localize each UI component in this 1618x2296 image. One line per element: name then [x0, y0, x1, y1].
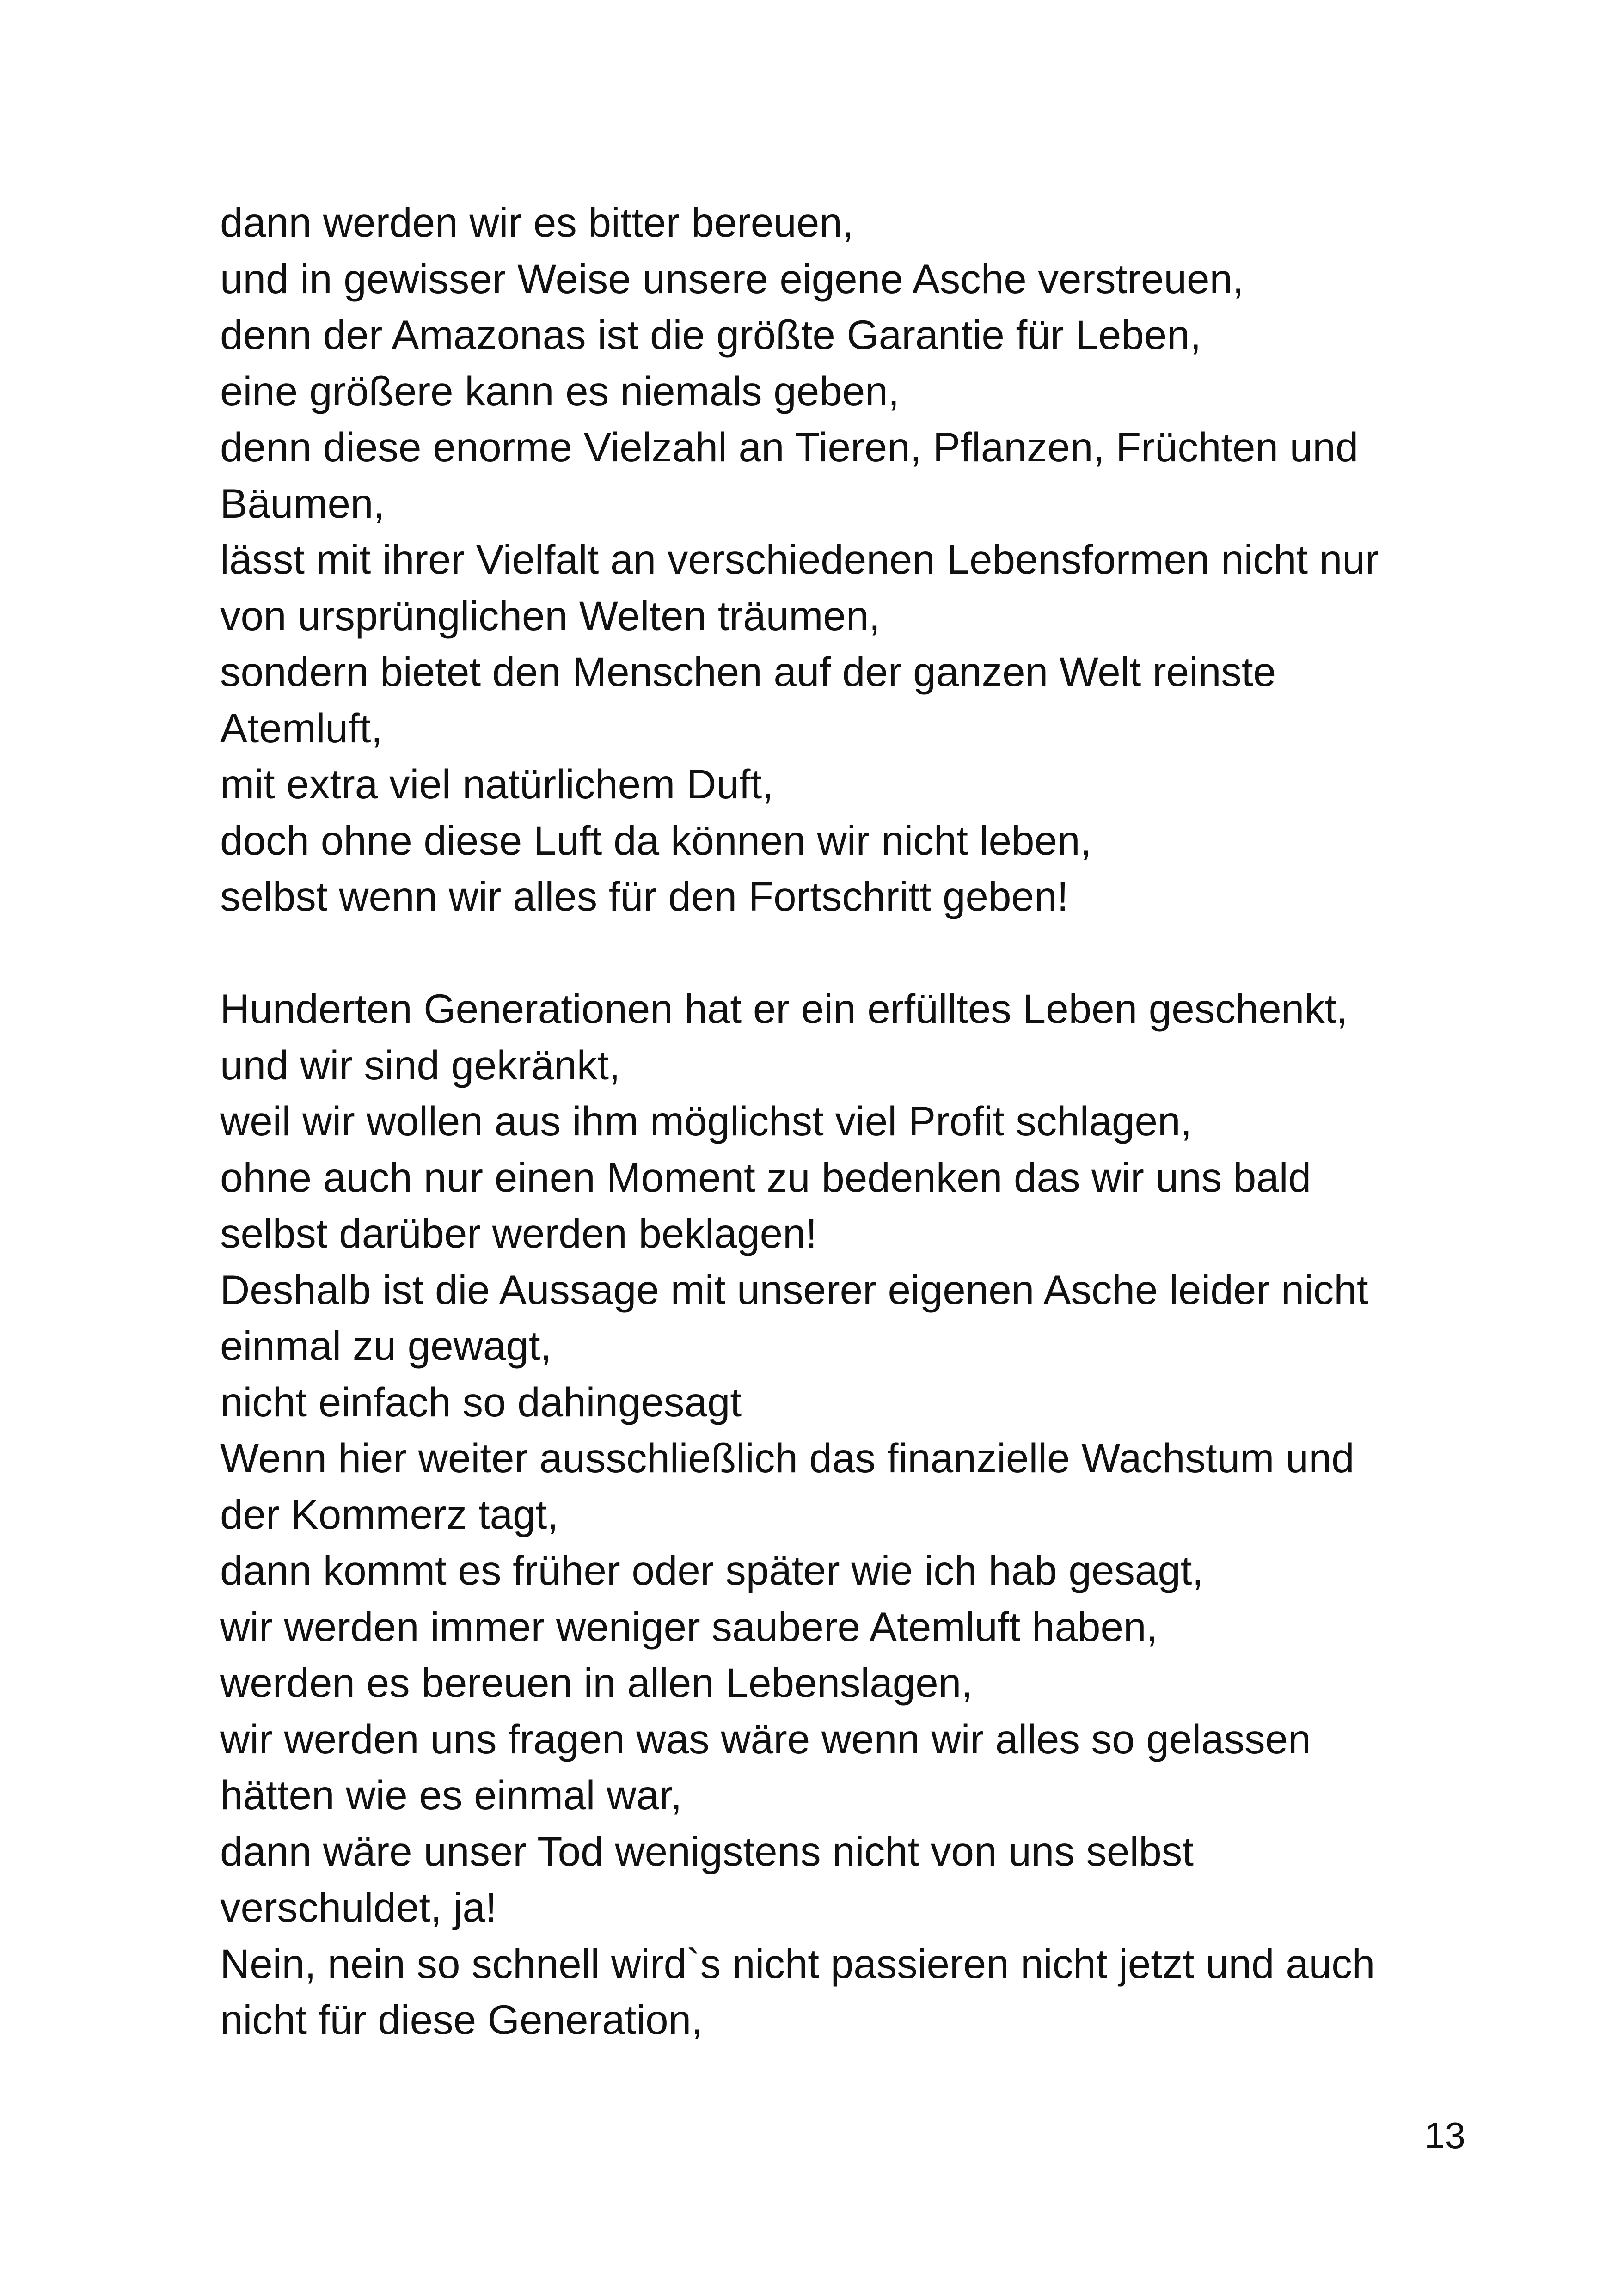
- poem-line: denn diese enorme Vielzahl an Tieren, Pflanzen, Früchten und: [220, 424, 1359, 470]
- page-number: 13: [1424, 2115, 1465, 2156]
- poem-line: einmal zu gewagt,: [220, 1322, 552, 1369]
- poem-line: Wenn hier weiter ausschließlich das finanzielle Wachstum und: [220, 1435, 1354, 1481]
- poem-line: mit extra viel natürlichem Duft,: [220, 761, 773, 807]
- poem-line: dann kommt es früher oder später wie ich hab gesagt,: [220, 1547, 1204, 1593]
- poem-line: verschuldet, ja!: [220, 1884, 497, 1930]
- stanza-1: [220, 195, 1514, 925]
- poem-line: lässt mit ihrer Vielfalt an verschiedenen Lebensformen nicht nur: [220, 536, 1379, 582]
- poem-line: denn der Amazonas ist die größte Garantie für Leben,: [220, 312, 1201, 358]
- poem-line: Hunderten Generationen hat er ein erfülltes Leben geschenkt,: [220, 986, 1348, 1032]
- poem-line: Bäumen,: [220, 480, 385, 527]
- poem-line: Deshalb ist die Aussage mit unserer eigenen Asche leider nicht: [220, 1266, 1368, 1313]
- stanza-divider: [220, 925, 1514, 981]
- poem-line: Atemluft,: [220, 704, 383, 751]
- poem-line: sondern bietet den Menschen auf der ganzen Welt reinste: [220, 649, 1276, 695]
- poem-line: wir werden uns fragen was wäre wenn wir alles so gelassen: [220, 1715, 1311, 1762]
- poem-line: der Kommerz tagt,: [220, 1491, 559, 1537]
- poem-line: nicht einfach so dahingesagt: [220, 1378, 742, 1425]
- poem-line: nicht für diese Generation,: [220, 1996, 703, 2043]
- poem-line: selbst wenn wir alles für den Fortschritt geben!: [220, 873, 1069, 919]
- stanza-2: [220, 981, 1514, 2048]
- poem-line: werden es bereuen in allen Lebenslagen,: [220, 1659, 973, 1706]
- poem-line: eine größere kann es niemals geben,: [220, 367, 900, 414]
- poem-line: dann werden wir es bitter bereuen,: [220, 199, 854, 245]
- poem-line: Nein, nein so schnell wird`s nicht passieren nicht jetzt und auch: [220, 1940, 1375, 1987]
- poem-line: und wir sind gekränkt,: [220, 1041, 620, 1088]
- poem-line: doch ohne diese Luft da können wir nicht leben,: [220, 817, 1092, 863]
- poem-line: weil wir wollen aus ihm möglichst viel Profit schlagen,: [220, 1098, 1192, 1144]
- poem-line: ohne auch nur einen Moment zu bedenken das wir uns bald: [220, 1154, 1312, 1200]
- poem-line: und in gewisser Weise unsere eigene Asche verstreuen,: [220, 255, 1244, 302]
- poem-line: wir werden immer weniger saubere Atemluft haben,: [220, 1603, 1158, 1650]
- poem-line: selbst darüber werden beklagen!: [220, 1210, 817, 1256]
- poem-line: hätten wie es einmal war,: [220, 1772, 682, 1818]
- poem-line: dann wäre unser Tod wenigstens nicht von uns selbst: [220, 1828, 1194, 1874]
- poem-line: von ursprünglichen Welten träumen,: [220, 592, 881, 639]
- poem-text: [220, 195, 1514, 2048]
